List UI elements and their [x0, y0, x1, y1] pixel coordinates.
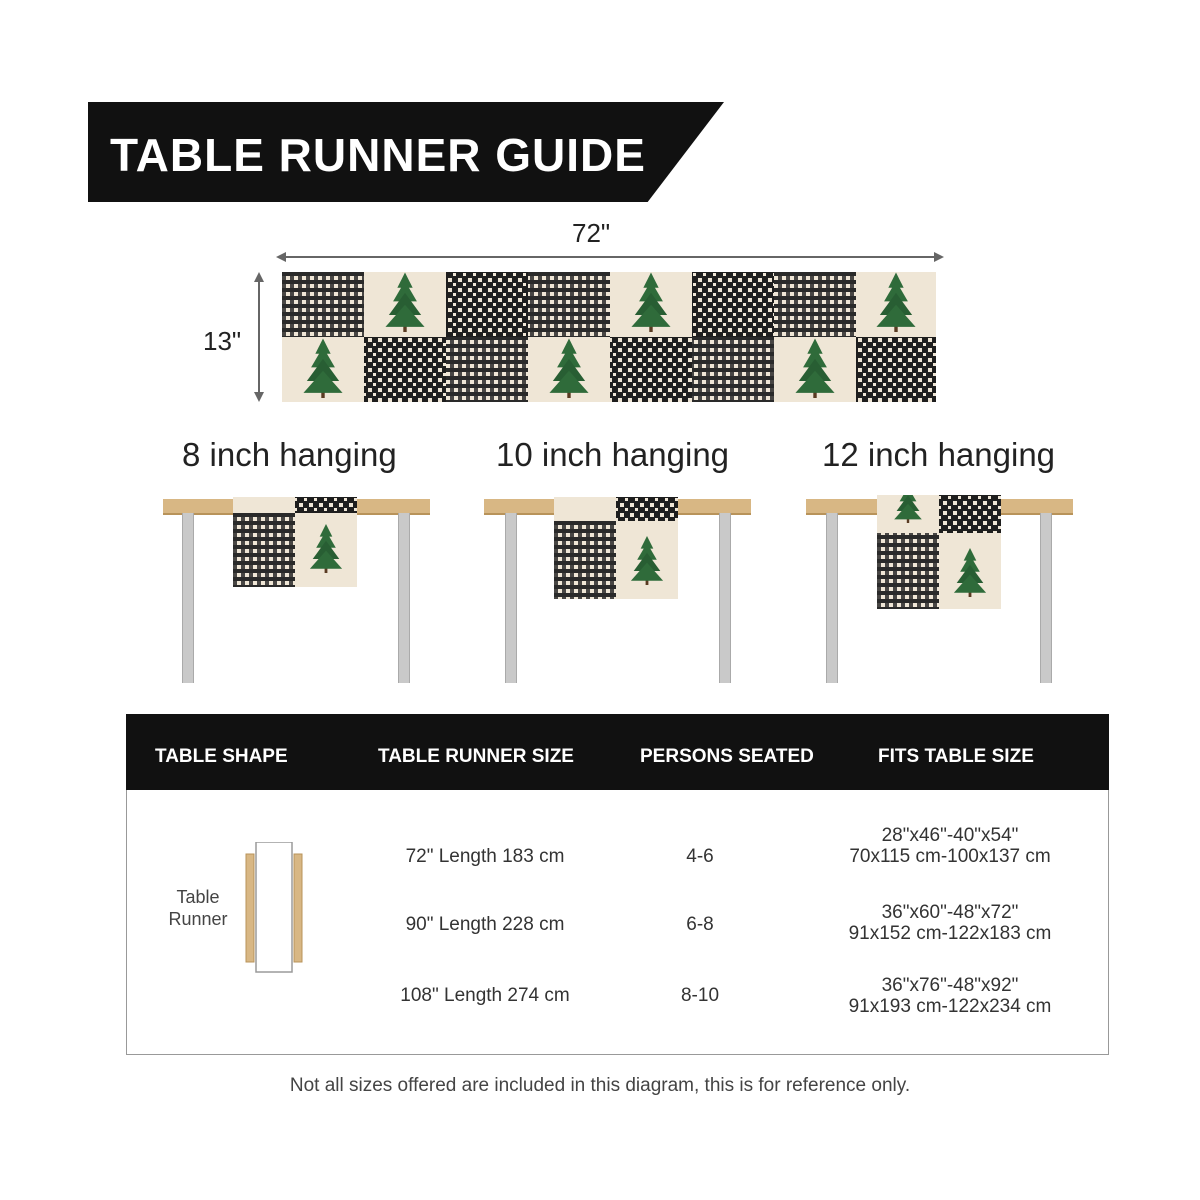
- length-arrow: [276, 250, 944, 264]
- width-arrow: [252, 272, 266, 402]
- hanging-label-8: 8 inch hanging: [182, 436, 397, 473]
- table-shape-label: Table Runner: [168, 887, 228, 929]
- footnote: Not all sizes offered are included in this diagram, this is for reference only.: [289, 1075, 911, 1096]
- hanging-label-10: 10 inch hanging: [496, 436, 730, 473]
- header-persons-seated: PERSONS SEATED: [640, 746, 814, 767]
- row3-size: 108" Length 274 cm: [400, 985, 570, 1006]
- hanging-label-12: 12 inch hanging: [822, 436, 1056, 473]
- row1-fits: 28"x46"-40"x54" 70x115 cm-100x137 cm: [849, 825, 1051, 867]
- row1-size: 72" Length 183 cm: [405, 846, 565, 867]
- row2-fits: 36"x60"-48"x72" 91x152 cm-122x183 cm: [848, 902, 1052, 944]
- length-label: 72": [572, 218, 611, 248]
- header-table-shape: TABLE SHAPE: [155, 746, 288, 767]
- width-label: 13": [203, 326, 242, 356]
- row3-persons: 8-10: [680, 985, 720, 1006]
- row2-persons: 6-8: [686, 914, 714, 935]
- table-runner-shape-icon: [244, 842, 304, 974]
- runner-illustration: [282, 272, 936, 402]
- page-title: TABLE RUNNER GUIDE: [110, 129, 646, 181]
- header-fits-table-size: FITS TABLE SIZE: [878, 746, 1034, 767]
- row1-persons: 4-6: [686, 846, 714, 867]
- row2-size: 90" Length 228 cm: [405, 914, 565, 935]
- row3-fits: 36"x76"-48"x92" 91x193 cm-122x234 cm: [848, 975, 1052, 1017]
- header-runner-size: TABLE RUNNER SIZE: [378, 746, 574, 767]
